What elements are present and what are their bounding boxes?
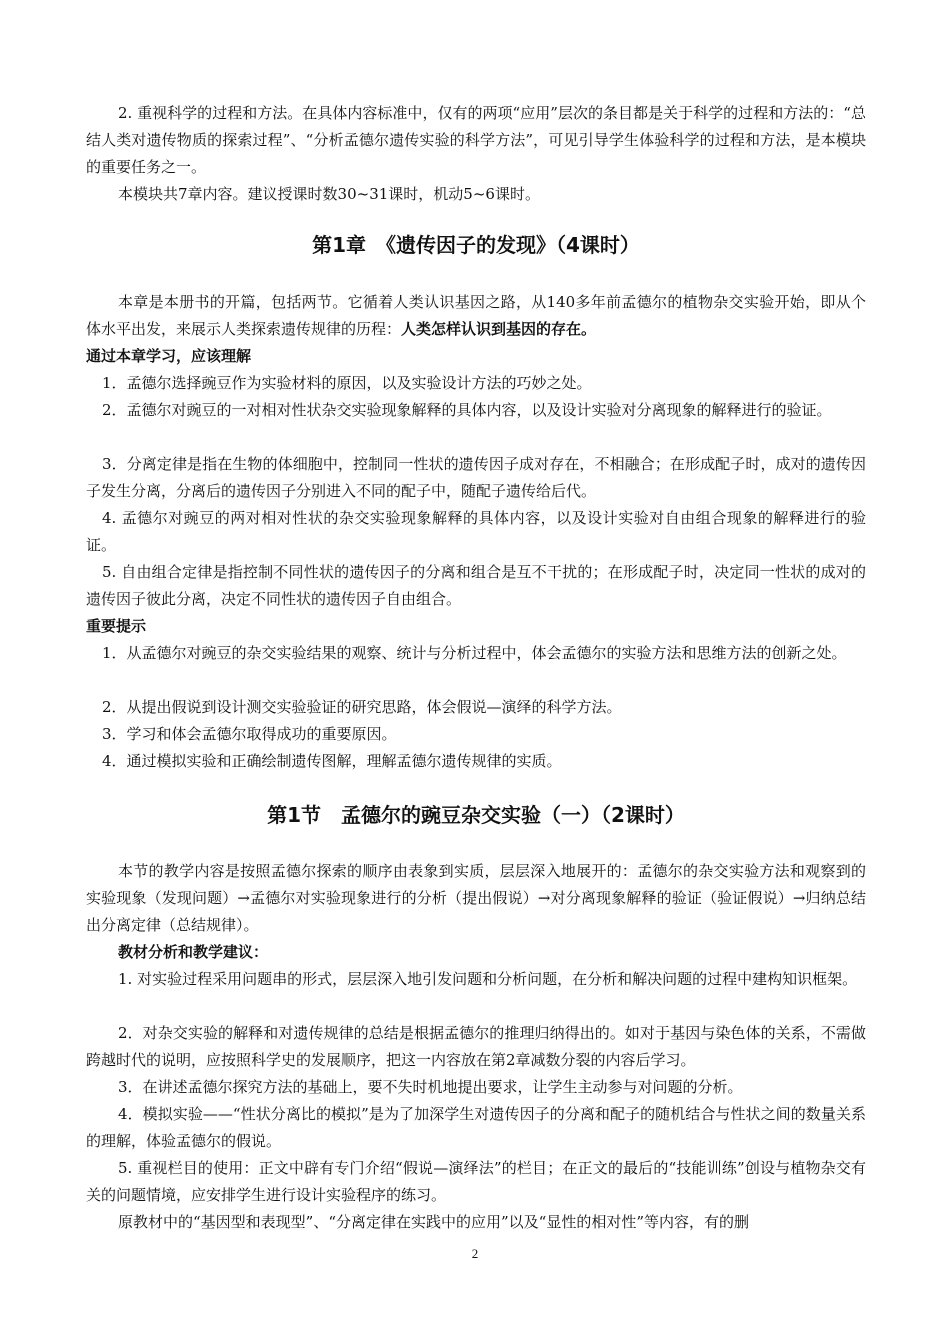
- understand-heading: 通过本章学习，应该理解: [86, 347, 252, 365]
- understand-item-4: 4. 孟德尔对豌豆的两对相对性状的杂交实验现象解释的具体内容，以及设计实验对自由组合现象的解释进行的验证。: [86, 509, 866, 554]
- analysis-heading: 教材分析和教学建议：: [118, 943, 269, 961]
- analysis-item-4: 4．模拟实验——“性状分离比的模拟”是为了加深学生对遗传因子的分离和配子的随机结合与性状之间的数量关系的理解，体验孟德尔的假说。: [86, 1105, 866, 1150]
- intro-paragraph-2: 本模块共7章内容。建议授课时数30~31课时，机动5~6课时。: [118, 185, 540, 203]
- tips-item-2: 2．从提出假说到设计测交实验验证的研究思路，体会假说—演绎的科学方法。: [102, 698, 622, 716]
- understand-item-2: 2．孟德尔对豌豆的一对相对性状杂交实验现象解释的具体内容，以及设计实验对分离现象的解释进行的验证。: [102, 401, 832, 419]
- chapter-intro-emphasis: 人类怎样认识到基因的存在。: [401, 320, 597, 338]
- understand-item-3: 3．分离定律是指在生物的体细胞中，控制同一性状的遗传因子成对存在，不相融合；在形成配子时，成对的遗传因子发生分离，分离后的遗传因子分别进入不同的配子中，随配子遗传给后代。: [86, 455, 866, 500]
- section-last-paragraph: 原教材中的“基因型和表现型”、“分离定律在实践中的应用”以及“显性的相对性”等内容，有的删: [118, 1213, 750, 1231]
- tips-item-4: 4．通过模拟实验和正确绘制遗传图解，理解孟德尔遗传规律的实质。: [102, 752, 562, 770]
- analysis-item-5: 5. 重视栏目的使用：正文中辟有专门介绍“假说—演绎法”的栏目；在正文的最后的“技能训练”创设与植物杂交有关的问题情境，应安排学生进行设计实验程序的练习。: [86, 1159, 866, 1204]
- intro-paragraph-1: 2. 重视科学的过程和方法。在具体内容标准中，仅有的两项“应用”层次的条目都是关于科学的过程和方法的：“总结人类对遗传物质的探索过程”、“分析孟德尔遗传实验的科学方法”，可见引导学生体验科学的过程和方法，是本模块的重要任务之一。: [86, 104, 866, 176]
- tips-item-1: 1．从孟德尔对豌豆的杂交实验结果的观察、统计与分析过程中，体会孟德尔的实验方法和思维方法的创新之处。: [102, 644, 847, 662]
- chapter-title: 第1章 《遗传因子的发现》（4课时）: [312, 233, 640, 257]
- chapter-intro-text: 本章是本册书的开篇，包括两节。它循着人类认识基因之路，从140多年前孟德尔的植物杂交实验开始，即从个体水平出发，来展示人类探索遗传规律的历程：: [86, 293, 866, 338]
- tips-item-3: 3．学习和体会孟德尔取得成功的重要原因。: [102, 725, 397, 743]
- chapter-intro-paragraph: [86, 289, 866, 343]
- analysis-item-3: 3．在讲述孟德尔探究方法的基础上，要不失时机地提出要求，让学生主动参与对问题的分析。: [118, 1078, 743, 1096]
- understand-item-5: 5. 自由组合定律是指控制不同性状的遗传因子的分离和组合是互不干扰的；在形成配子时，决定同一性状的成对的遗传因子彼此分离，决定不同性状的遗传因子自由组合。: [86, 563, 866, 608]
- page-number: 2: [471, 1246, 479, 1261]
- section-intro-paragraph: 本节的教学内容是按照孟德尔探索的顺序由表象到实质，层层深入地展开的：孟德尔的杂交实验方法和观察到的实验现象（发现问题）→孟德尔对实验现象进行的分析（提出假说）→对分离现象解释的验证（验证假说）→归纳总结出分离定律（总结规律）。: [86, 862, 866, 934]
- tips-heading: 重要提示: [86, 617, 147, 635]
- analysis-item-2: 2．对杂交实验的解释和对遗传规律的总结是根据孟德尔的推理归纳得出的。如对于基因与染色体的关系，不需做跨越时代的说明，应按照科学史的发展顺序，把这一内容放在第2章减数分裂的内容后学习。: [86, 1024, 866, 1069]
- section-title: 第1节 孟德尔的豌豆杂交实验（一）（2课时）: [267, 803, 685, 827]
- understand-item-1: 1．孟德尔选择豌豆作为实验材料的原因，以及实验设计方法的巧妙之处。: [102, 374, 592, 392]
- analysis-item-1: 1. 对实验过程采用问题串的形式，层层深入地引发问题和分析问题，在分析和解决问题的过程中建构知识框架。: [118, 970, 858, 988]
